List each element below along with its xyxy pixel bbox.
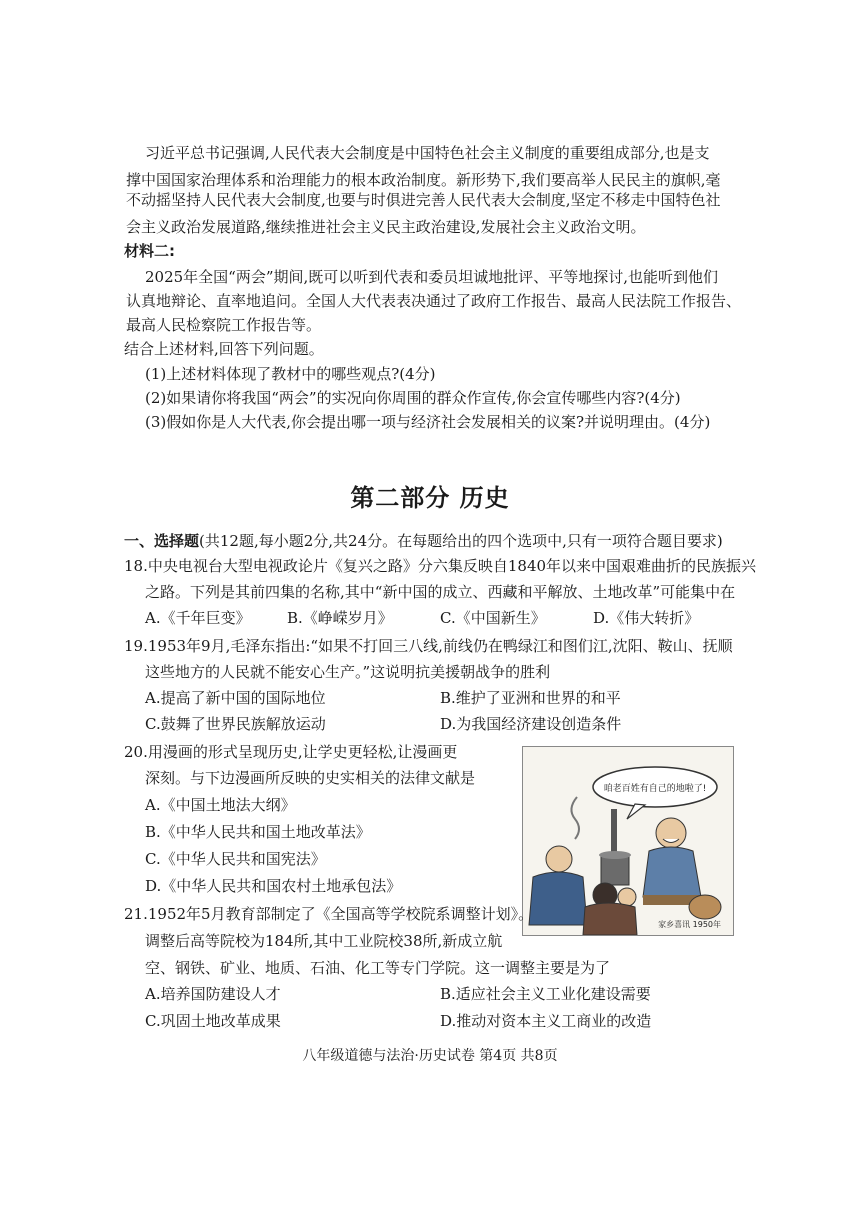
- q19-stem-2: 这些地方的人民就不能安心生产。”这说明抗美援朝战争的胜利: [145, 663, 551, 681]
- q20-option-d: D.《中华人民共和国农村土地承包法》: [145, 877, 402, 895]
- q18-option-b: B.《峥嵘岁月》: [287, 609, 393, 627]
- page-footer: 八年级道德与法治·历史试卷 第4页 共8页: [302, 1048, 558, 1064]
- q19-option-c: C.鼓舞了世界民族解放运动: [145, 715, 326, 733]
- q20-stem-2: 深刻。与下边漫画所反映的史实相关的法律文献是: [145, 769, 476, 787]
- part1-instruction: (共12题,每小题2分,共24分。在每题给出的四个选项中,只有一项符合题目要求): [199, 532, 723, 550]
- q19-option-a: A.提高了新中国的国际地位: [145, 689, 326, 707]
- q20-option-a: A.《中国土地法大纲》: [145, 796, 296, 814]
- material1-line-3: 不动摇坚持人民代表大会制度,也要与时俱进完善人民代表大会制度,坚定不移走中国特色社: [126, 191, 721, 209]
- material-prompt: 结合上述材料,回答下列问题。: [124, 340, 324, 358]
- q21-option-a: A.培养国防建设人才: [145, 985, 281, 1003]
- part1-heading: [124, 531, 723, 551]
- q21-stem-2: 调整后高等院校为184所,其中工业院校38所,新成立航: [145, 932, 503, 950]
- material2-line-2: 认真地辩论、直率地追问。全国人大代表表决通过了政府工作报告、最高人民法院工作报告、: [126, 292, 742, 310]
- politics-question-3: (3)假如你是人大代表,你会提出哪一项与经济社会发展相关的议案?并说明理由。(4分): [145, 413, 711, 431]
- q21-stem-1: 21.1952年5月教育部制定了《全国高等学校院系调整计划》。: [124, 905, 534, 923]
- politics-question-2: (2)如果请你将我国“两会”的实况向你周围的群众作宣传,你会宣传哪些内容?(4分): [145, 389, 681, 407]
- q18-option-c: C.《中国新生》: [440, 609, 546, 627]
- q21-stem-3: 空、钢铁、矿业、地质、石油、化工等专门学院。这一调整主要是为了: [145, 959, 611, 977]
- cartoon-caption: 家乡喜讯 1950年: [658, 920, 721, 929]
- q21-option-b: B.适应社会主义工业化建设需要: [440, 985, 651, 1003]
- cartoon-speech: 咱老百姓有自己的地啦了!: [603, 784, 707, 794]
- cartoon-image: [522, 746, 734, 936]
- q18-stem-1: 18.中央电视台大型电视政论片《复兴之路》分六集反映自1840年以来中国艰难曲折的民族振兴: [124, 557, 757, 575]
- q20-option-c: C.《中华人民共和国宪法》: [145, 850, 326, 868]
- q20-stem-1: 20.用漫画的形式呈现历史,让学史更轻松,让漫画更: [124, 743, 458, 761]
- q18-option-a: A.《千年巨变》: [145, 609, 251, 627]
- material2-line-3: 最高人民检察院工作报告等。: [126, 316, 322, 334]
- material1-line-1: 习近平总书记强调,人民代表大会制度是中国特色社会主义制度的重要组成部分,也是支: [145, 144, 710, 162]
- q19-option-d: D.为我国经济建设创造条件: [440, 715, 622, 733]
- material1-line-2: 撑中国国家治理体系和治理能力的根本政治制度。新形势下,我们要高举人民民主的旗帜,毫: [126, 171, 721, 189]
- part1-label: 一、选择题: [124, 532, 200, 550]
- q19-option-b: B.维护了亚洲和世界的和平: [440, 689, 621, 707]
- material1-line-4: 会主义政治发展道路,继续推进社会主义民主政治建设,发展社会主义政治文明。: [126, 218, 646, 236]
- q21-option-c: C.巩固土地改革成果: [145, 1012, 281, 1030]
- q18-stem-2: 之路。下列是其前四集的名称,其中“新中国的成立、西藏和平解放、土地改革”可能集中在: [145, 583, 736, 601]
- q19-stem-1: 19.1953年9月,毛泽东指出:“如果不打回三八线,前线仍在鸭绿江和图们江,沈阳、鞍山、抚顺: [124, 637, 733, 655]
- q20-option-b: B.《中华人民共和国土地改革法》: [145, 823, 371, 841]
- q21-option-d: D.推动对资本主义工商业的改造: [440, 1012, 652, 1030]
- material2-line-1: 2025年全国“两会”期间,既可以听到代表和委员坦诚地批评、平等地探讨,也能听到他们: [145, 268, 719, 286]
- politics-question-1: (1)上述材料体现了教材中的哪些观点?(4分): [145, 365, 436, 383]
- cartoon-illustration: [523, 747, 733, 935]
- q18-option-d: D.《伟大转折》: [593, 609, 700, 627]
- material2-label: 材料二:: [124, 242, 175, 260]
- section-title: 第二部分 历史: [350, 484, 510, 512]
